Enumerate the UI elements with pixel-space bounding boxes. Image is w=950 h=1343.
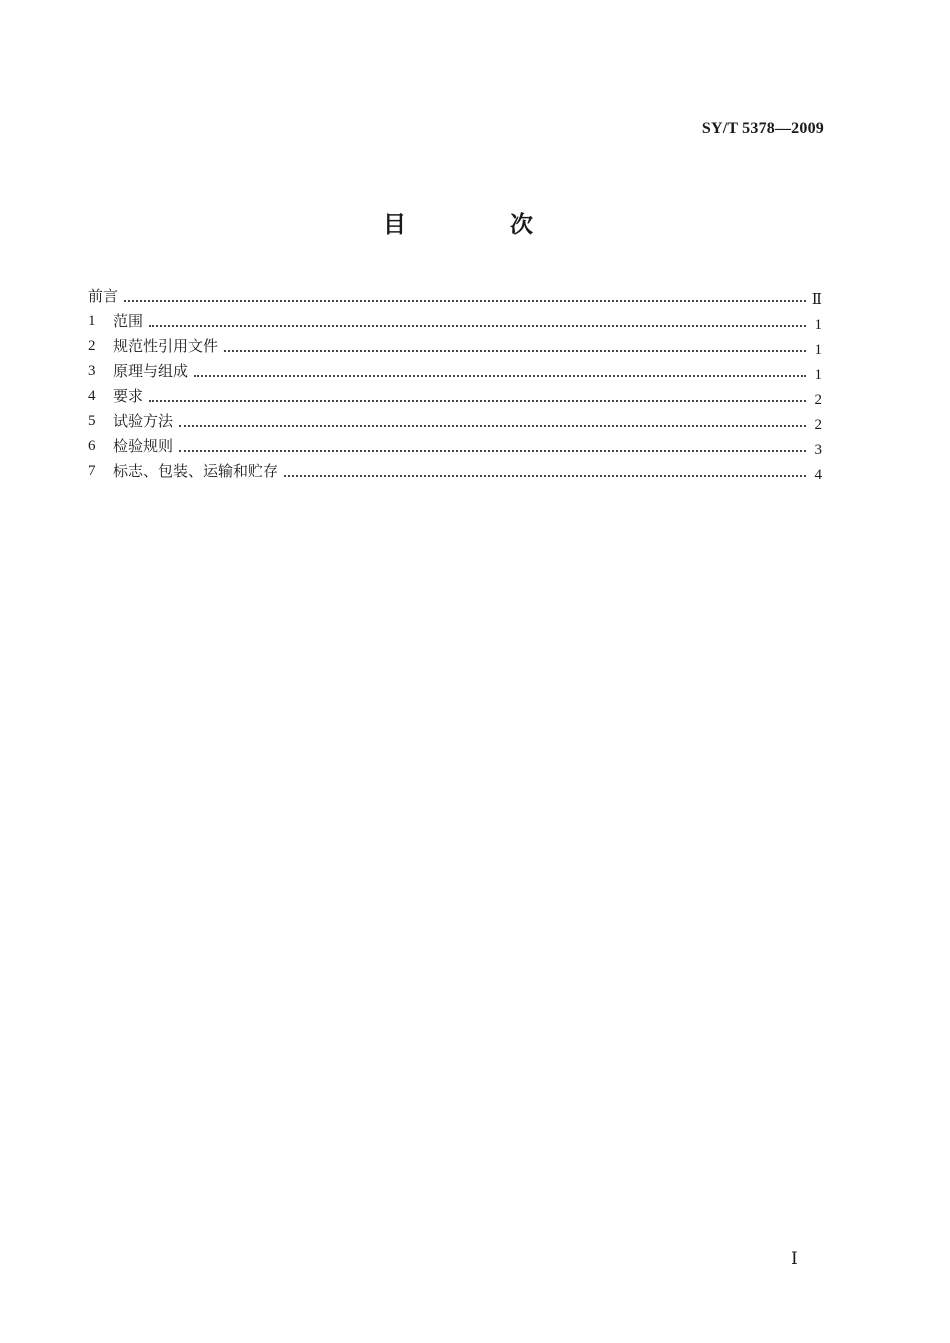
toc-entry-number: 2 xyxy=(88,338,96,354)
toc-entry-foreword[interactable] xyxy=(88,284,822,309)
toc-entry-marking-packaging[interactable] xyxy=(88,459,822,484)
toc-entry-page: 3 xyxy=(814,442,822,458)
toc-entry-page: 4 xyxy=(814,467,822,483)
toc-entry-test-methods[interactable] xyxy=(88,409,822,434)
toc-entry-label: 范围 xyxy=(113,312,144,330)
standard-code: SY/T 5378—2009 xyxy=(701,120,824,137)
dot-leader xyxy=(179,425,806,427)
toc-entry-label: 前言 xyxy=(88,287,119,305)
dot-leader xyxy=(224,350,806,352)
toc-entry-number: 4 xyxy=(88,388,96,404)
toc-entry-number: 5 xyxy=(88,413,96,429)
page-title: 目 次 xyxy=(382,212,581,238)
toc-entry-principle[interactable] xyxy=(88,359,822,384)
dot-leader xyxy=(194,375,806,377)
toc-entry-label: 要求 xyxy=(113,387,144,405)
toc-entry-normative-references[interactable] xyxy=(88,334,822,359)
toc-entry-number: 1 xyxy=(88,313,96,329)
toc-entry-page: 1 xyxy=(814,317,822,333)
toc-entry-label: 试验方法 xyxy=(113,412,174,430)
dot-leader xyxy=(284,475,806,477)
toc-entry-label: 标志、包装、运输和贮存 xyxy=(113,462,279,480)
toc-entry-inspection-rules[interactable] xyxy=(88,434,822,459)
page-number: Ⅰ xyxy=(791,1249,798,1268)
toc-entry-page: Ⅱ xyxy=(811,292,822,308)
toc-entry-page: 1 xyxy=(814,342,822,358)
toc-entry-page: 1 xyxy=(814,367,822,383)
dot-leader xyxy=(149,325,806,327)
toc-entry-label: 检验规则 xyxy=(113,437,174,455)
toc-entry-label: 规范性引用文件 xyxy=(113,337,219,355)
dot-leader xyxy=(149,400,806,402)
toc-entry-page: 2 xyxy=(814,417,822,433)
toc-entry-number: 6 xyxy=(88,438,96,454)
dot-leader xyxy=(124,300,806,302)
toc-entry-label: 原理与组成 xyxy=(113,362,189,380)
toc-entry-scope[interactable] xyxy=(88,309,822,334)
table-of-contents xyxy=(88,284,822,484)
toc-entry-number: 7 xyxy=(88,463,96,479)
toc-entry-requirements[interactable] xyxy=(88,384,822,409)
dot-leader xyxy=(179,450,806,452)
toc-entry-number: 3 xyxy=(88,363,96,379)
toc-entry-page: 2 xyxy=(814,392,822,408)
